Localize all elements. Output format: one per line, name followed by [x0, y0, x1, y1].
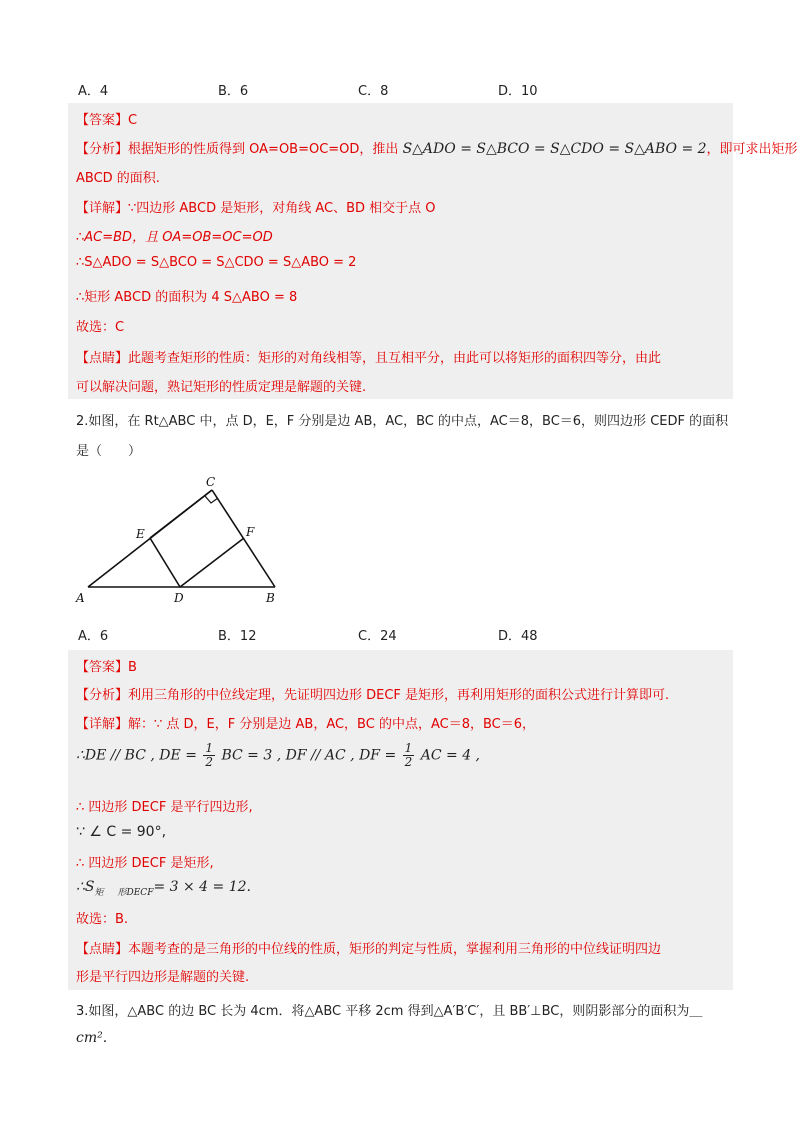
q2-stem-2: 是（ ）	[76, 444, 142, 459]
q2-option-b: B．12	[218, 629, 257, 644]
q2-choose: 故选：B.	[76, 912, 129, 927]
q1-option-d: D．10	[498, 84, 538, 99]
label-b: B	[266, 591, 275, 605]
q1-option-c: C．8	[358, 84, 389, 99]
q1-detail-2: ∴AC=BD，且 OA=OB=OC=OD	[76, 230, 273, 245]
q1-detail-1: 【详解】∵四边形 ABCD 是矩形，对角线 AC、BD 相交于点 O	[76, 201, 436, 216]
q2-analysis: 【分析】利用三角形的中位线定理，先证明四边形 DECF 是矩形，再利用矩形的面积公式进行计算即可.	[76, 688, 670, 703]
q2-detail-5: ∴ 四边形 DECF 是矩形,	[76, 856, 214, 871]
q2-detail-6: $\therefore S_矩$ $_{形DECF}$= 3 × 4 = 12.	[76, 879, 251, 898]
q1-solution-box	[68, 103, 798, 399]
label-d: D	[174, 591, 184, 605]
q1-comment-2: 可以解决问题，熟记矩形的性质定理是解题的关键.	[76, 380, 367, 395]
q3-stem-2: cm².	[76, 1030, 108, 1046]
q2-option-a: A．6	[78, 629, 109, 644]
q1-detail-4: ∴矩形 ABCD 的面积为 4 S△ABO = 8	[76, 290, 298, 305]
q2-detail-3: ∴ 四边形 DECF 是平行四边形,	[76, 800, 253, 815]
q1-area-equation: S△ADO = S△BCO = S△CDO = S△ABO = 2	[402, 141, 707, 157]
q2-detail-4: ∵ ∠ C = 90°,	[76, 824, 167, 840]
segment-ed	[150, 538, 180, 587]
q2-detail-1: 【详解】解：∵ 点 D，E，F 分别是边 AB，AC，BC 的中点，AC＝8，BC＝6，	[76, 717, 536, 732]
q2-solution-box	[68, 650, 733, 990]
q2-triangle-figure	[70, 470, 290, 610]
q2-stem-1: 2.如图，在 Rt△ABC 中，点 D，E，F 分别是边 AB，AC，BC 的中点，AC＝8，BC＝6，则四边形 CEDF 的面积	[76, 414, 729, 429]
q1-option-a: A．4	[78, 84, 109, 99]
label-f: F	[246, 525, 255, 539]
q1-comment-1: 【点睛】此题考查矩形的性质：矩形的对角线相等，且互相平分，由此可以将矩形的面积四等分，由此	[76, 351, 662, 366]
segment-fd	[180, 538, 244, 587]
q2-option-c: C．24	[358, 629, 397, 644]
q1-answer: 【答案】C	[76, 113, 138, 128]
q1-detail-3: ∴S△ADO = S△BCO = S△CDO = S△ABO = 2	[76, 255, 357, 270]
q1-choose: 故选：C	[76, 320, 125, 335]
q3-stem-1: 3.如图，△ABC 的边 BC 长为 4cm．将△ABC 平移 2cm 得到△A′B′C′，且 BB′⊥BC，则阴影部分的面积为＿	[76, 1004, 703, 1019]
q1-analysis-cont: ABCD 的面积.	[76, 171, 160, 186]
label-c: C	[206, 475, 216, 489]
q2-comment-2: 形是平行四边形是解题的关键.	[76, 970, 250, 985]
q1-options	[78, 80, 728, 98]
label-e: E	[136, 527, 145, 541]
q2-answer: 【答案】B	[76, 660, 137, 675]
q2-option-d: D．48	[498, 629, 538, 644]
q2-comment-1: 【点睛】本题考查的是三角形的中位线的性质，矩形的判定与性质，掌握利用三角形的中位线证明四边	[76, 942, 662, 957]
q2-detail-2: ∴DE // BC , DE = $\frac{1}{2}$ BC = 3 , DF // AC , DF = $\frac{1}{2}$ AC = 4 ,	[76, 741, 480, 769]
fraction-half-2: $\frac{1}{2}$	[404, 741, 413, 769]
label-a: A	[76, 591, 85, 605]
q1-option-b: B．6	[218, 84, 249, 99]
q2-options	[78, 625, 728, 643]
q1-analysis: 【分析】根据矩形的性质得到 OA=OB=OC=OD，推出 S△ADO = S△BCO = S△CDO = S△ABO = 2，即可求出矩形	[76, 141, 798, 157]
segment-ec	[150, 490, 212, 538]
fraction-half: $\frac{1}{2}$	[205, 741, 214, 769]
